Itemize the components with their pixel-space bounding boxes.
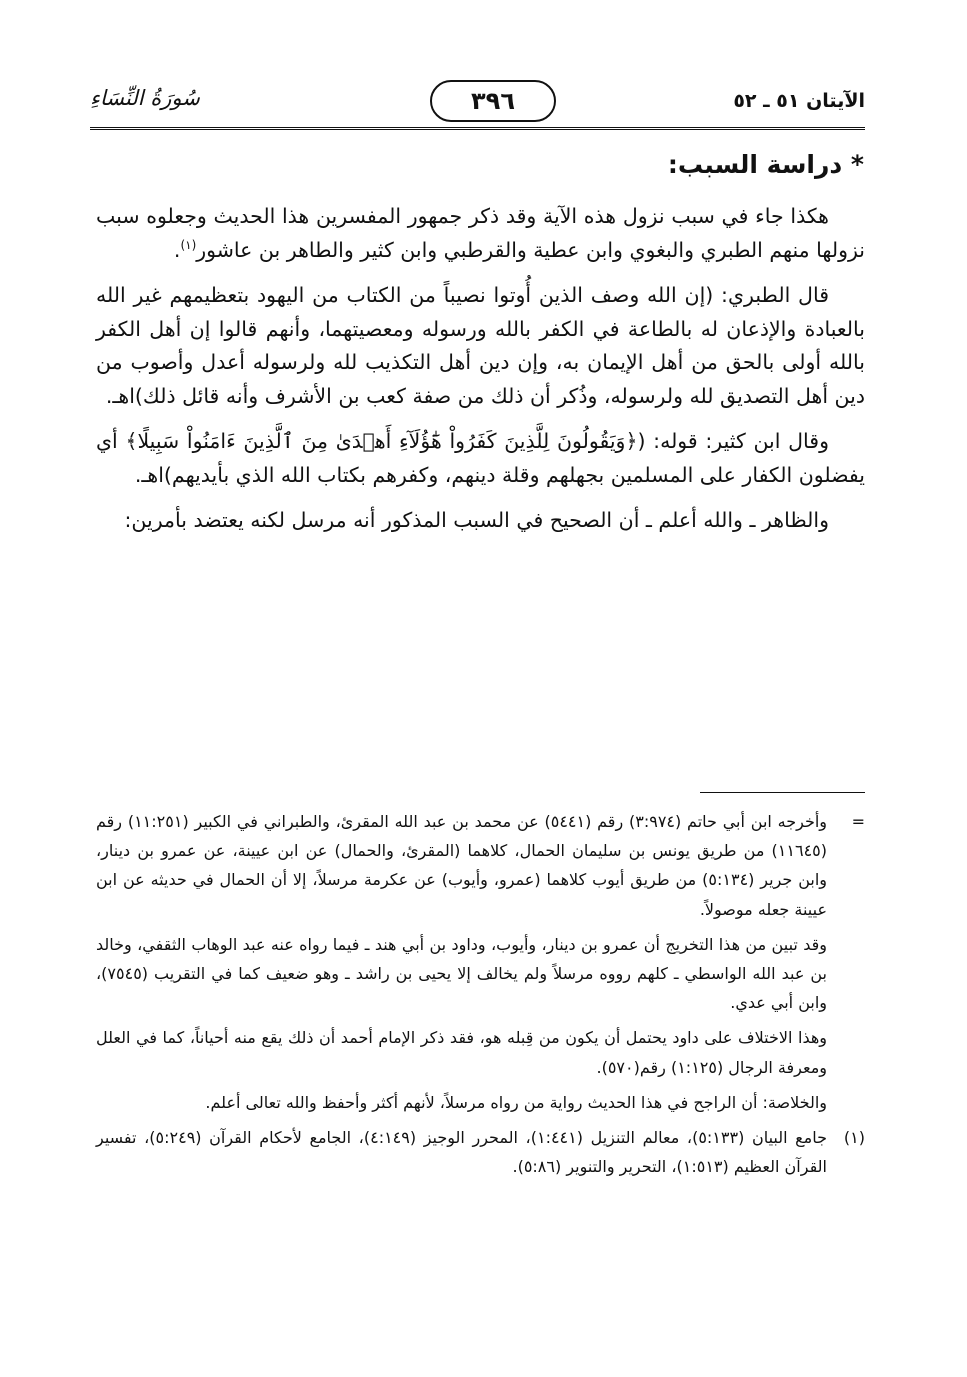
header-surah-title: سُورَةُ النِّسَاءِ xyxy=(90,86,200,110)
paragraph-1-text: هكذا جاء في سبب نزول هذه الآية وقد ذكر جمهور المفسرين هذا الحديث وجعلوه سبب نزولها منهم الطبري والبغوي وابن عطية والقرطبي وابن كثير والطاهر بن عاشور xyxy=(96,204,865,262)
paragraph-4: والظاهر ـ والله أعلم ـ أن الصحيح في السبب المذكور أنه مرسل لكنه يعتضد بأمرين: xyxy=(124,508,829,532)
footnote-continuation-text: وأخرجه ابن أبي حاتم (٣:٩٧٤) رقم (٥٤٤١) عن محمد بن عبد الله المقرئ، والطبراني في الكبير (١١:٢٥١) رقم (١١٦٤٥) من طريق يونس بن سليمان الحمال، كلاهما (المقرئ، والحمال) عن ابن عيينة، عن عمرو بن دينار، وابن جرير (٥:١٣٤) من طريق أيوب كلاهما (عمرو، وأيوب) عن عكرمة مرسلاً، إلا أن الحمال في حديثه عن ابن عيينة جعله موصولاً. xyxy=(96,812,828,919)
header-rule xyxy=(90,127,865,130)
footnote-1-text: جامع البيان (٥:١٣٣)، معالم التنزيل (١:٤٤١)، المحرر الوجيز (٤:١٤٩)، الجامع لأحكام القرآن (٥:٢٤٩)، تفسير القرآن العظيم (١:٥١٣)، التحرير والتنوير (٥:٨٦). xyxy=(96,1128,828,1177)
footnote-note: وهذا الاختلاف على داود يحتمل أن يكون من قِبله هو، فقد ذكر الإمام أحمد أن ذلك يقع منه أحياناً، كما في العلل ومعرفة الرجال (١:١٢٥) رقم(٥٧٠). xyxy=(96,1028,827,1077)
footnote-separator xyxy=(700,792,865,793)
paragraph-1 xyxy=(96,200,865,267)
header-verses: الآيتان ٥١ ـ ٥٢ xyxy=(733,90,865,112)
footnote-1 xyxy=(96,1123,865,1181)
page-number: ٣٩٦ xyxy=(430,80,556,122)
footnote-reference: (١) xyxy=(180,237,197,252)
section-heading: * دراسة السبب: xyxy=(667,150,864,179)
paragraph-3: وقال ابن كثير: قوله: (﴿وَيَقُولُونَ لِلَّذِينَ كَفَرُواْ هَٰٓؤُلَآءِ أَهۡدَىٰ مِنَ ٱلَّذِينَ ءَامَنُواْ سَبِيلًا﴾ أي يفضلون الكفار على المسلمين بجهلهم وقلة دينهم، وكفرهم بكتاب الله الذي بأيديهم)اهـ. xyxy=(96,429,865,487)
footnote-continuation xyxy=(96,807,865,924)
paragraph-2: قال الطبري: (إن الله وصف الذين أُوتوا نصيباً من الكتاب من اليهود بتعظيمهم غير الله بالعبادة والإذعان له بالطاعة في الكفر بالله ورسوله ومعصيتهما، وأنهم قالوا إن أهل الكفر بالله أولى بالحق من أهل الإيمان به، وإن دين أهل التكذيب لله ولرسوله أعدل وأصوب من دين أهل التصديق لله ولرسوله، وذُكر أن ذلك من صفة كعب بن الأشرف وأنه قائل ذلك)اهـ. xyxy=(96,283,865,408)
footnotes xyxy=(96,807,865,1187)
footnote-note: والخلاصة: أن الراجح في هذا الحديث رواية من رواه مرسلاً، لأنهم أكثر وأحفظ والله تعالى أعلم. xyxy=(205,1092,827,1112)
page-header xyxy=(90,80,865,130)
footnote-note: وقد تبين من هذا التخريج أن عمرو بن دينار، وأيوب، وداود بن أبي هند ـ فيما رواه عنه عبد الوهاب الثقفي، وخالد بن عبد الله الواسطي ـ كلهم رووه مرسلاً ولم يخالف إلا يحيى بن راشد ـ وهو ضعيف كما في التقريب (٧٥٤٥)، وابن أبي عدي. xyxy=(96,934,827,1013)
main-text xyxy=(96,200,865,550)
footnote-1-marker: (١) xyxy=(843,1128,865,1148)
continuation-marker: = xyxy=(851,812,865,831)
paragraph-1-end: . xyxy=(173,237,181,262)
